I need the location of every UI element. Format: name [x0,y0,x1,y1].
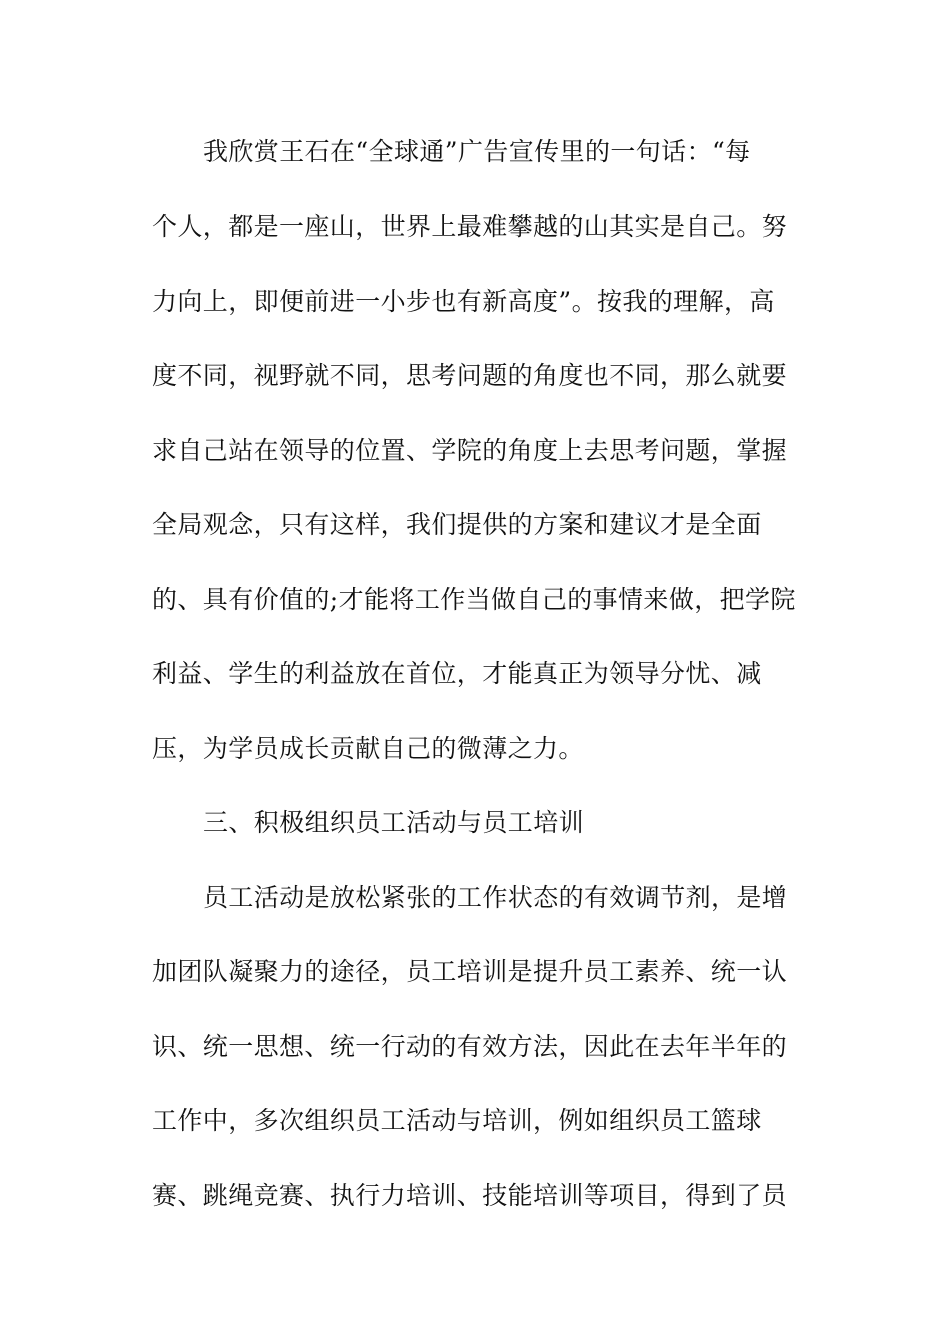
paragraph-2-line-1: 员工活动是放松紧张的工作状态的有效调节剂，是增 [203,883,788,912]
paragraph-1-line-6: 全局观念，只有这样，我们提供的方案和建议才是全面 [152,510,762,539]
paragraph-1-line-4: 度不同，视野就不同，思考问题的角度也不同，那么就要 [152,361,788,390]
paragraph-2-line-3: 识、统一思想、统一行动的有效方法，因此在去年半年的 [152,1032,788,1061]
paragraph-1-line-8: 利益、学生的利益放在首位，才能真正为领导分忧、减 [152,659,762,688]
paragraph-1-line-9: 压，为学员成长贡献自己的微薄之力。 [152,734,584,763]
section-heading: 三、积极组织员工活动与员工培训 [203,808,585,837]
paragraph-2-line-5: 赛、跳绳竞赛、执行力培训、技能培训等项目，得到了员 [152,1181,788,1210]
paragraph-1-line-3: 力向上，即便前进一小步也有新高度”。按我的理解，高 [152,287,775,316]
paragraph-1-line-5: 求自己站在领导的位置、学院的角度上去思考问题，掌握 [152,436,788,465]
paragraph-2-line-4: 工作中，多次组织员工活动与培训，例如组织员工篮球 [152,1106,762,1135]
paragraph-1-line-2: 个人，都是一座山，世界上最难攀越的山其实是自己。努 [152,212,788,241]
paragraph-1-line-1: 我欣赏王石在“全球通”广告宣传里的一句话：“每 [203,137,751,166]
paragraph-2-line-2: 加团队凝聚力的途径，员工培训是提升员工素养、统一认 [152,957,788,986]
paragraph-1-line-7: 的、具有价值的;才能将工作当做自己的事情来做，把学院 [152,585,796,614]
